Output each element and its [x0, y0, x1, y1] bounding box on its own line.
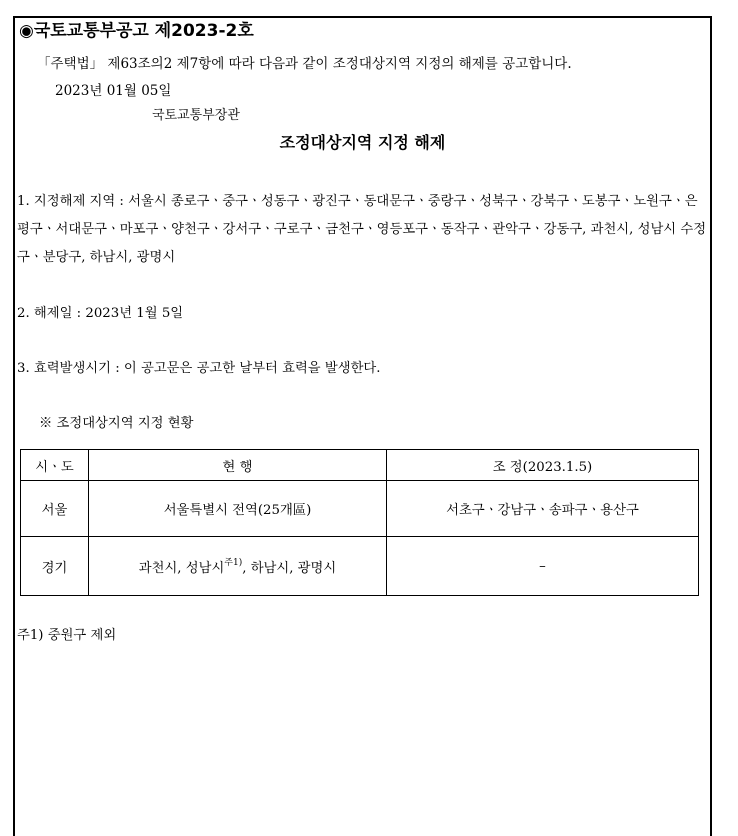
status-section-title: ※ 조정대상지역 지정 현황 [39, 416, 194, 431]
table-row [21, 481, 699, 537]
cell-adjusted: – [387, 537, 699, 596]
notice-intro: 「주택법」 제63조의2 제7항에 따라 다음과 같이 조정대상지역 지정의 해제를 공고합니다. [37, 56, 572, 72]
notice-issuer: 국토교통부장관 [152, 108, 240, 123]
footnote: 주1) 중원구 제외 [17, 628, 117, 643]
cell-current: 서울특별시 전역(25개區) [89, 481, 387, 537]
notice-heading: ◉국토교통부공고 제2023-2호 [19, 21, 254, 41]
cell-current-text-rest: , 하남시, 광명시 [242, 560, 337, 576]
header-adjusted: 조 정(2023.1.5) [387, 450, 699, 481]
notice-title: 조정대상지역 지정 해제 [279, 133, 446, 152]
item-release-date: 2. 해제일 : 2023년 1월 5일 [17, 306, 184, 321]
header-current: 현 행 [89, 450, 387, 481]
cell-region: 서울 [21, 481, 89, 537]
cell-adjusted: 서초구ㆍ강남구ㆍ송파구ㆍ용산구 [387, 481, 699, 537]
table-row [21, 537, 699, 596]
header-region: 시ㆍ도 [21, 450, 89, 481]
notice-date: 2023년 01월 05일 [55, 83, 172, 99]
cell-current-text: 과천시, 성남시 [138, 560, 225, 576]
table-header-row [21, 450, 699, 481]
cell-region: 경기 [21, 537, 89, 596]
item-release-areas: 1. 지정해제 지역 : 서울시 종로구ㆍ중구ㆍ성동구ㆍ광진구ㆍ동대문구ㆍ중랑구ㆍ성북구ㆍ강북구ㆍ도봉구ㆍ노원구ㆍ은평구ㆍ서대문구ㆍ마포구ㆍ양천구ㆍ강서구ㆍ구로구ㆍ금천구ㆍ영등포구ㆍ동작구ㆍ관악구ㆍ강동구, 과천시, 성남시 수정구ㆍ분당구, 하남시, 광명시 [17, 194, 707, 265]
footnote-marker: 주1) [224, 557, 243, 568]
notice-frame [13, 16, 712, 836]
cell-current [89, 537, 387, 596]
designation-status-table [20, 449, 699, 596]
item-effective-time: 3. 효력발생시기 : 이 공고문은 공고한 날부터 효력을 발생한다. [17, 361, 381, 376]
